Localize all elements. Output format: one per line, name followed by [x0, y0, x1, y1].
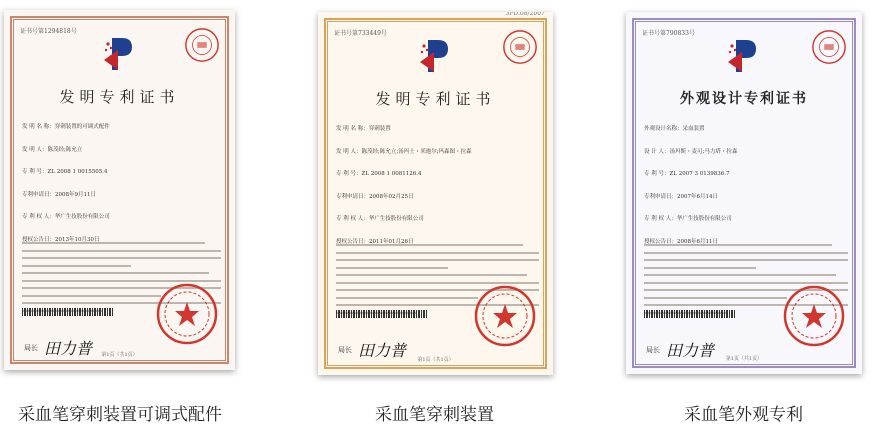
field-patentee: 专 利 权 人：华广生技股份有限公司 — [22, 214, 110, 220]
field-grant-date: 授权公告日：2008年6月11日 — [644, 238, 718, 245]
handwritten-note: 3PD.08/2007 — [505, 12, 545, 17]
field-application-date: 专利申请日：2008年9月11日 — [22, 191, 96, 198]
field-inventor: 发 明 人：陈茂经;陈允立 — [22, 146, 83, 153]
official-red-seal-icon — [782, 284, 846, 348]
page-number: 第1页（共1页） — [417, 357, 454, 363]
field-patent-number: 专 利 号：ZL 2008 1 0081126.4 — [336, 171, 422, 177]
signature-label: 局长 — [338, 345, 352, 354]
signature-name: 田力普 — [44, 339, 93, 358]
patent-certificate-2 — [318, 12, 553, 375]
caption-design-patent: 采血笔外观专利 — [684, 405, 803, 425]
field-application-date: 专利申请日：2008年02月25日 — [336, 193, 414, 200]
small-red-seal-icon — [501, 28, 539, 66]
certificate-title: 外观设计专利证书 — [680, 91, 808, 107]
field-patent-number: 专 利 号：ZL 2008 1 0015505.4 — [22, 169, 108, 175]
field-design-name: 外观设计名称：采血装置 — [644, 126, 705, 132]
small-red-seal-icon — [183, 26, 221, 64]
page-number: 第1页（共1页） — [725, 356, 763, 362]
caption-lancing-device: 采血笔穿刺装置 — [375, 405, 494, 425]
field-patentee: 专 利 权 人：华广生技股份有限公司 — [644, 216, 732, 222]
patent-office-emblem-icon — [722, 34, 766, 78]
signature-label: 局长 — [24, 343, 38, 352]
barcode — [22, 308, 114, 316]
field-grant-date: 授权公告日：2013年10月30日 — [22, 236, 100, 243]
signature-name: 田力普 — [358, 341, 407, 360]
field-invention-name: 发 明 名 称：穿刺装置 — [336, 126, 391, 132]
certificate-number: 证书号第790833号 — [642, 30, 695, 37]
certificate-number: 证书号第733449号 — [334, 30, 387, 37]
caption-adjustable-accessory: 采血笔穿刺装置可调式配件 — [18, 405, 222, 425]
official-red-seal-icon — [155, 282, 219, 346]
signature-label: 局长 — [646, 345, 660, 354]
patent-office-emblem-icon — [98, 32, 142, 76]
certificate-title: 发明专利证书 — [59, 88, 180, 106]
signature-name: 田力普 — [666, 341, 715, 360]
small-red-seal-icon — [810, 28, 848, 66]
field-inventor: 发 明 人：陈茂经;陈允立;汤玛士・米迦尔;玛森图・拉森 — [336, 148, 472, 155]
patent-certificate-1 — [4, 10, 235, 370]
design-patent-certificate — [626, 12, 862, 374]
field-grant-date: 授权公告日：2011年01月26日 — [336, 238, 414, 245]
field-designer: 设 计 人：汤玛斯・麦可;马力塔・拉森 — [644, 148, 738, 155]
certificate-number: 证书号第1294818号 — [20, 28, 77, 35]
barcode — [336, 310, 428, 318]
certificate-title: 发明专利证书 — [375, 90, 496, 108]
page-number: 第1页（共1页） — [101, 352, 138, 358]
official-red-seal-icon — [473, 284, 537, 348]
barcode — [644, 310, 736, 318]
field-invention-name: 发 明 名 称：穿刺装置的可调式配件 — [22, 124, 110, 130]
field-application-date: 专利申请日：2007年6月14日 — [644, 193, 718, 200]
field-patent-number: 专 利 号：ZL 2007 3 0139836.7 — [644, 171, 730, 177]
field-patentee: 专 利 权 人：华广生技股份有限公司 — [336, 216, 424, 222]
patent-office-emblem-icon — [414, 34, 458, 78]
certificate-fields — [22, 122, 221, 257]
certificate-fields — [336, 124, 539, 259]
certificate-fields — [644, 124, 848, 259]
